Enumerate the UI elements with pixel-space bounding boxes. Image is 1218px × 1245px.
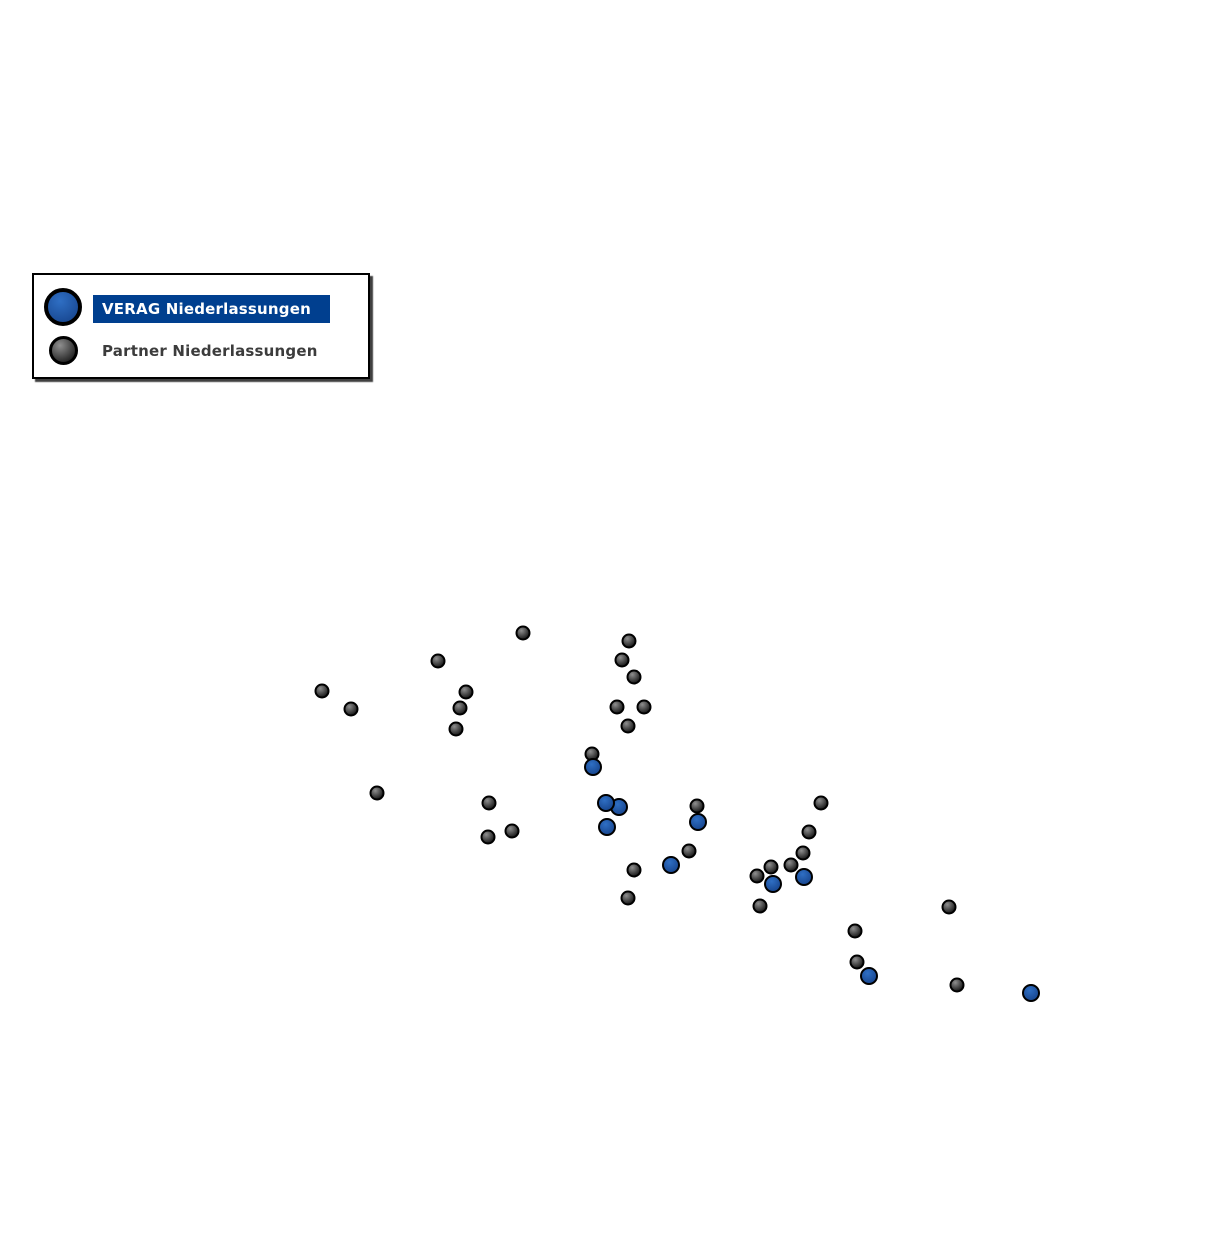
map-marker-partner[interactable] bbox=[449, 722, 464, 737]
map-marker-partner[interactable] bbox=[627, 670, 642, 685]
map-marker-partner[interactable] bbox=[764, 860, 779, 875]
map-marker-verag[interactable] bbox=[795, 868, 813, 886]
map-marker-partner[interactable] bbox=[753, 899, 768, 914]
map-marker-partner[interactable] bbox=[637, 700, 652, 715]
map-marker-partner[interactable] bbox=[848, 924, 863, 939]
map-marker-partner[interactable] bbox=[482, 796, 497, 811]
map-marker-partner[interactable] bbox=[796, 846, 811, 861]
map-marker-partner[interactable] bbox=[850, 955, 865, 970]
map-marker-verag[interactable] bbox=[584, 758, 602, 776]
map-marker-verag[interactable] bbox=[689, 813, 707, 831]
partner-marker-icon bbox=[49, 336, 78, 365]
map-marker-partner[interactable] bbox=[621, 891, 636, 906]
verag-marker-icon bbox=[44, 288, 82, 326]
map-marker-partner[interactable] bbox=[505, 824, 520, 839]
map-marker-partner[interactable] bbox=[814, 796, 829, 811]
map-marker-partner[interactable] bbox=[950, 978, 965, 993]
map-marker-verag[interactable] bbox=[597, 794, 615, 812]
map-marker-partner[interactable] bbox=[315, 684, 330, 699]
map-marker-verag[interactable] bbox=[1022, 984, 1040, 1002]
map-marker-partner[interactable] bbox=[431, 654, 446, 669]
map-marker-partner[interactable] bbox=[682, 844, 697, 859]
legend-item-partner[interactable]: Partner Niederlassungen bbox=[102, 342, 318, 360]
map-marker-partner[interactable] bbox=[516, 626, 531, 641]
map-marker-partner[interactable] bbox=[610, 700, 625, 715]
map-marker-verag[interactable] bbox=[860, 967, 878, 985]
map-marker-partner[interactable] bbox=[690, 799, 705, 814]
map-marker-partner[interactable] bbox=[627, 863, 642, 878]
map-marker-partner[interactable] bbox=[453, 701, 468, 716]
map-marker-partner[interactable] bbox=[370, 786, 385, 801]
legend-box bbox=[32, 273, 370, 379]
map-marker-partner[interactable] bbox=[802, 825, 817, 840]
map-marker-partner[interactable] bbox=[942, 900, 957, 915]
map-marker-verag[interactable] bbox=[598, 818, 616, 836]
legend-item-verag[interactable]: VERAG Niederlassungen bbox=[93, 295, 330, 323]
map-marker-verag[interactable] bbox=[662, 856, 680, 874]
map-marker-partner[interactable] bbox=[622, 634, 637, 649]
map-marker-partner[interactable] bbox=[615, 653, 630, 668]
map-marker-verag[interactable] bbox=[764, 875, 782, 893]
map-marker-partner[interactable] bbox=[459, 685, 474, 700]
map-marker-partner[interactable] bbox=[621, 719, 636, 734]
map-marker-partner[interactable] bbox=[344, 702, 359, 717]
map-marker-partner[interactable] bbox=[481, 830, 496, 845]
map-marker-partner[interactable] bbox=[750, 869, 765, 884]
